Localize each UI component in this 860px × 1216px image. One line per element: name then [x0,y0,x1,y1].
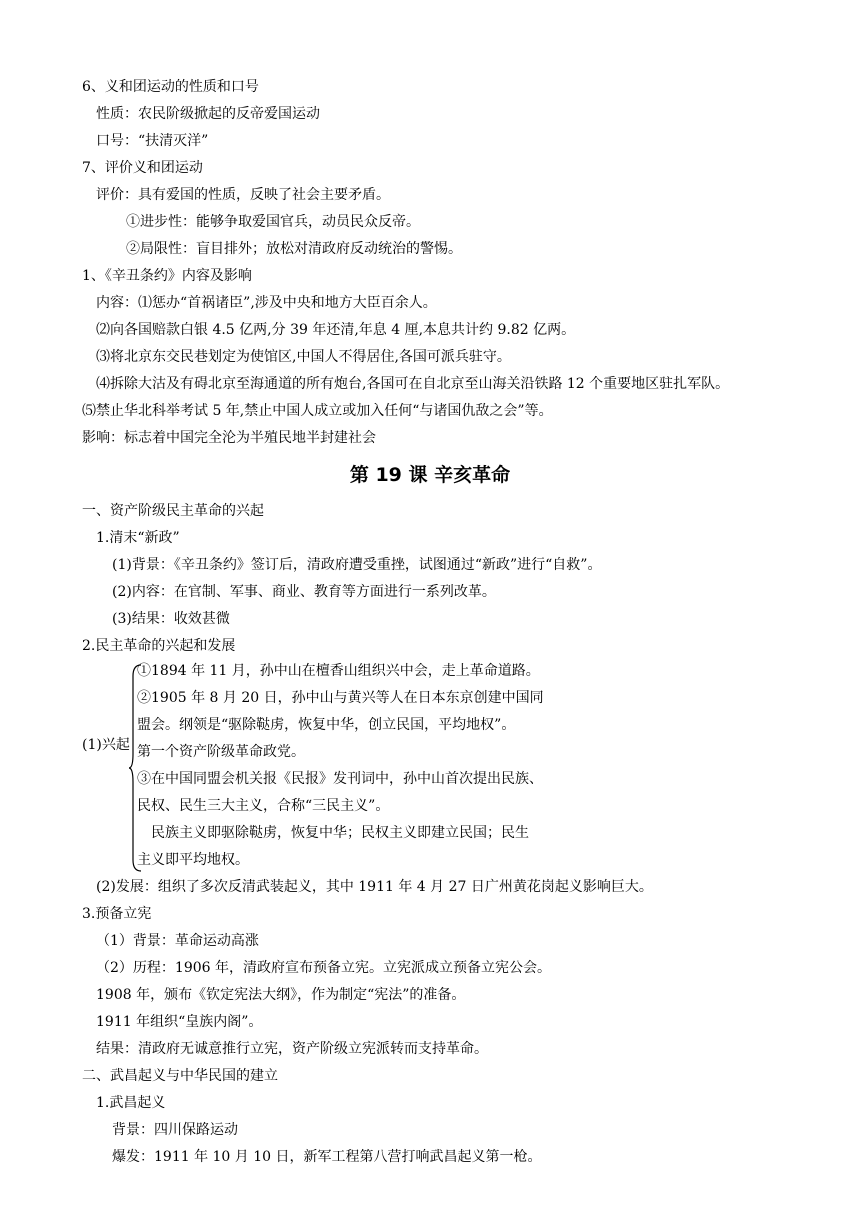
text-treaty-impact: 影响：标志着中国完全沦为半殖民地半封建社会 [82,430,376,446]
rise-item-2: ②1905 年 8 月 20 日，孙中山与黄兴等人在日本东京创建中国同 [137,690,544,706]
heading-section-1: 一、资产阶级民主革命的兴起 [82,503,264,519]
text-treaty-item-3: ⑶将北京东交民巷划定为使馆区,中国人不得居住,各国可派兵驻守。 [96,349,511,365]
text-treaty-item-4: ⑷拆除大沽及有碍北京至海通道的所有炮台,各国可在自北京至山海关沿铁路 12 个重要地区驻扎军队。 [96,376,730,392]
text-evaluation: 评价：具有爱国的性质，反映了社会主要矛盾。 [96,187,390,203]
rise-item-2-cont: 盟会。纲领是“驱除鞑虏，恢复中华，创立民国，平均地权”。 [137,717,516,733]
lesson-title: 第 19 课 辛亥革命 [349,464,511,486]
rise-item-3-detail: 民族主义即驱除鞑虏，恢复中华；民权主义即建立民国；民生 [151,825,529,841]
rise-item-3-cont: 民权、民生三大主义，合称“三民主义”。 [137,798,390,814]
text-treaty-item-2: ⑵向各国赔款白银 4.5 亿两,分 39 年还清,年息 4 厘,本息共计约 9.82 亿两。 [96,322,576,338]
text-nature: 性质：农民阶级掀起的反帝爱国运动 [96,106,320,122]
text-constitution-background: （1）背景：革命运动高涨 [96,933,259,949]
text-wuchang-outbreak: 爆发：1911 年 10 月 10 日，新军工程第八营打响武昌起义第一枪。 [112,1149,542,1165]
text-new-policy-background: (1)背景：《辛丑条约》签订后，清政府遭受重挫，试图通过“新政”进行“自救”。 [112,557,602,573]
rise-item-3: ③在中国同盟会机关报《民报》发刊词中，孙中山首次提出民族、 [137,771,543,787]
rise-item-2-note: 第一个资产阶级革命政党。 [137,744,305,760]
text-treaty-item-1: 内容：⑴惩办“首祸诸臣”,涉及中央和地方大臣百余人。 [96,295,437,311]
heading-boxer-evaluation: 7、评价义和团运动 [82,160,203,176]
text-progressive: ①进步性：能够争取爱国官兵，动员民众反帝。 [126,214,420,230]
rise-item-1: ①1894 年 11 月，孙中山在檀香山组织兴中会，走上革命道路。 [137,663,540,679]
heading-wuchang-uprising: 1.武昌起义 [96,1095,166,1111]
heading-new-policy: 1.清末“新政” [96,530,180,546]
heading-boxer-nature: 6、义和团运动的性质和口号 [82,79,259,95]
text-constitution-process: （2）历程：1906 年，清政府宣布预备立宪。立宪派成立预备立宪公会。 [96,960,551,976]
heading-xinchou-treaty: 1、《辛丑条约》内容及影响 [82,268,252,284]
text-new-policy-result: (3)结果：收效甚微 [112,611,230,627]
heading-constitution: 3.预备立宪 [82,906,152,922]
text-constitution-1911: 1911 年组织“皇族内阁”。 [96,1014,263,1030]
rise-item-3-detail-cont: 主义即平均地权。 [137,852,249,868]
text-treaty-item-5: ⑸禁止华北科举考试 5 年,禁止中国人成立或加入任何“与诸国仇敌之会”等。 [82,403,553,419]
heading-revolution-rise: 2.民主革命的兴起和发展 [82,638,236,654]
text-slogan: 口号：“扶清灭洋” [96,133,209,149]
text-new-policy-content: (2)内容：在官制、军事、商业、教育等方面进行一系列改革。 [112,584,496,600]
text-development: (2)发展：组织了多次反清武装起义，其中 1911 年 4 月 27 日广州黄花岗起义影响巨大。 [96,879,653,895]
text-constitution-result: 结果：清政府无诚意推行立宪，资产阶级立宪派转而支持革命。 [96,1041,488,1057]
text-wuchang-background: 背景：四川保路运动 [112,1122,238,1138]
rise-label: (1)兴起 [82,737,130,753]
heading-section-2: 二、武昌起义与中华民国的建立 [82,1068,278,1084]
text-constitution-1908: 1908 年，颁布《钦定宪法大纲》，作为制定“宪法”的准备。 [96,987,466,1003]
text-limitation: ②局限性：盲目排外；放松对清政府反动统治的警惕。 [126,241,462,257]
